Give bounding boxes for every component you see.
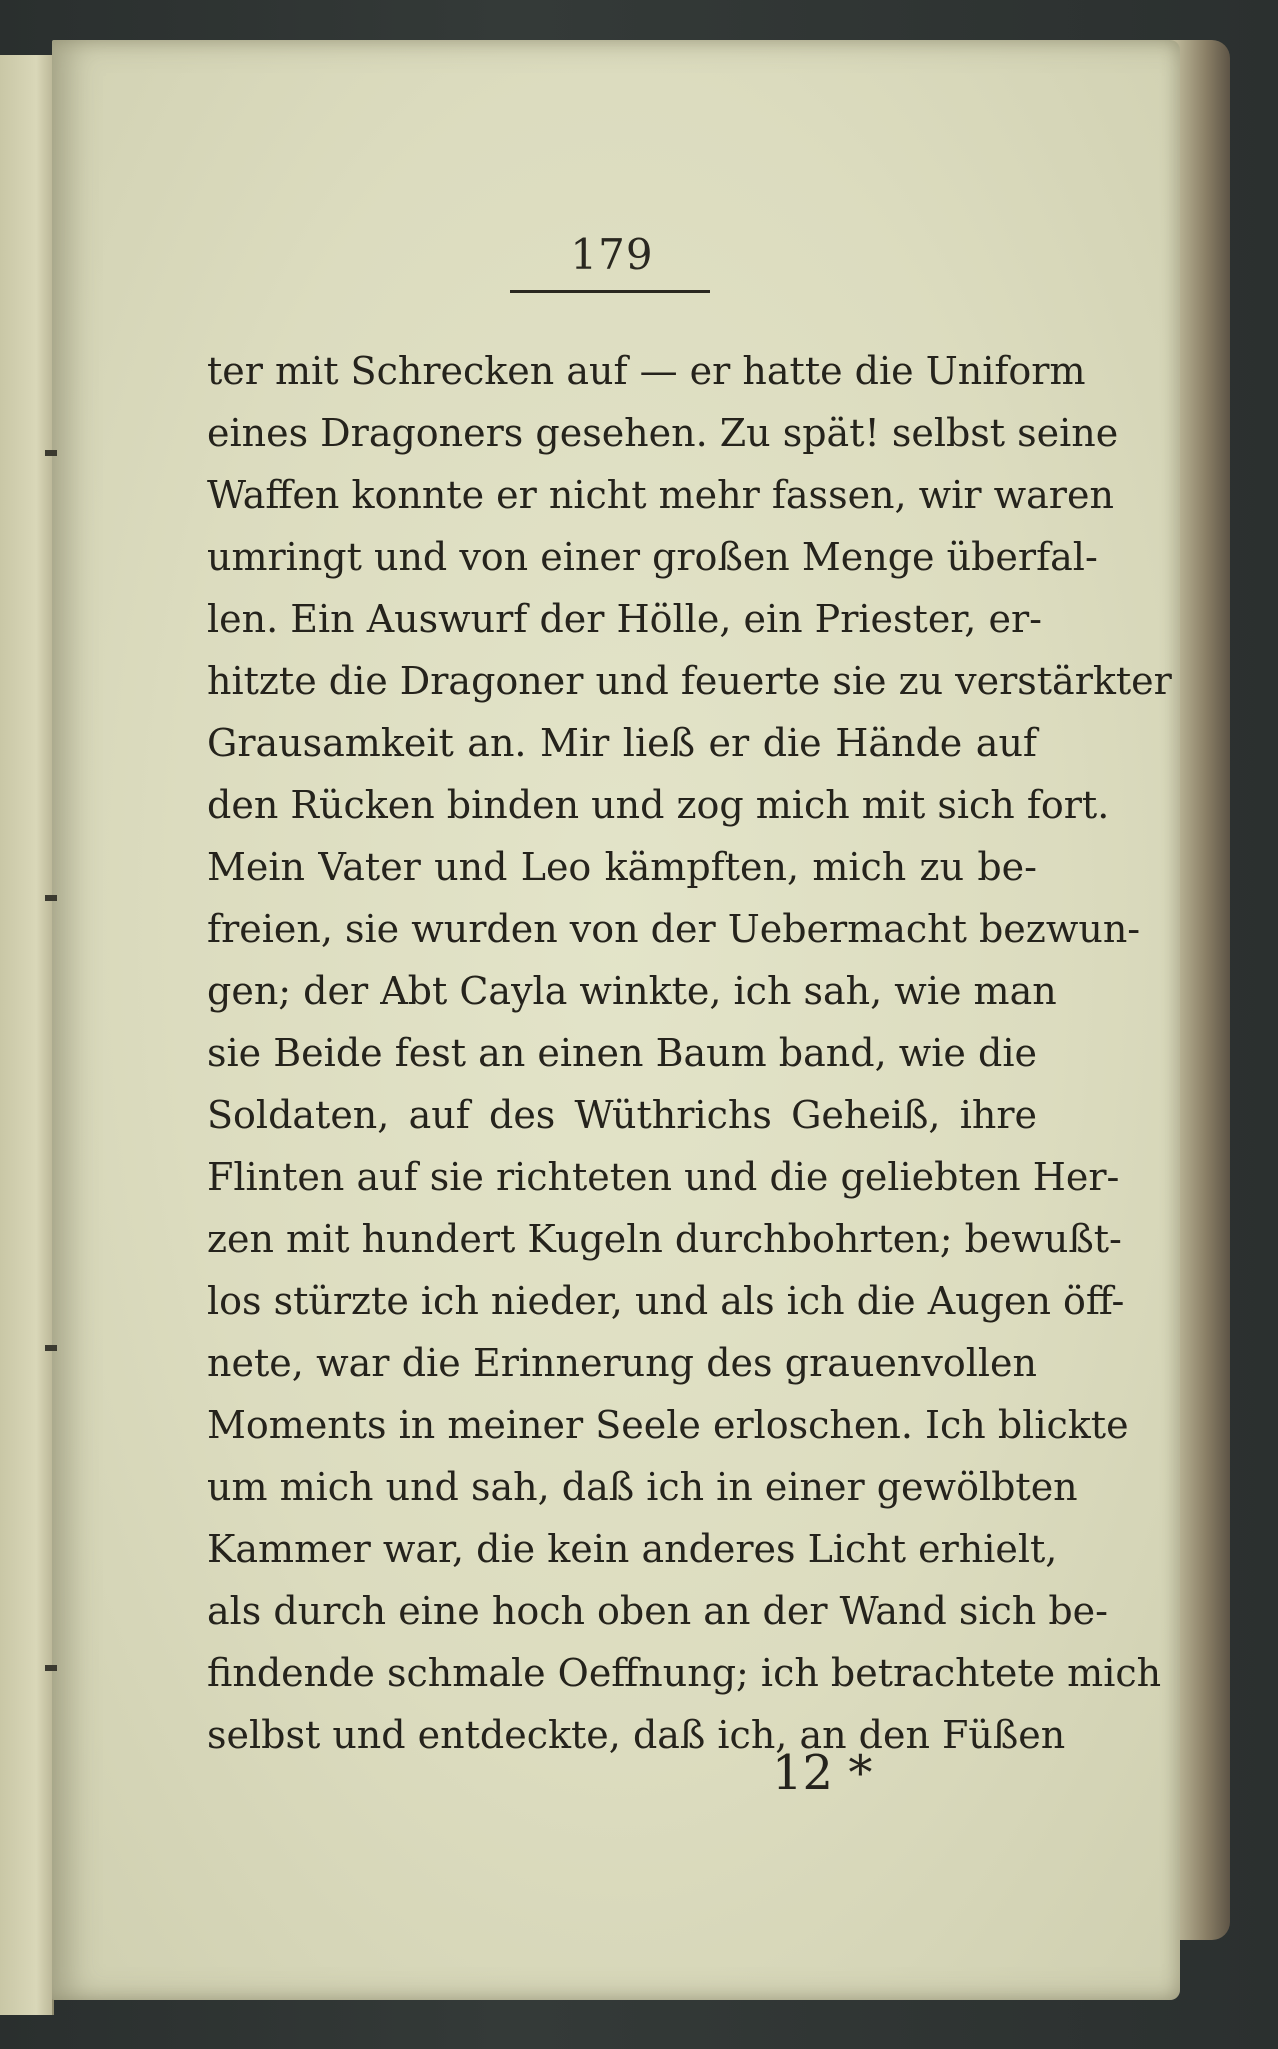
margin-tab <box>45 450 57 456</box>
margin-tab <box>45 895 57 901</box>
text-line: sie Beide fest an einen Baum band, wie die <box>207 1031 1037 1075</box>
text-line: als durch eine hoch oben an der Wand sich be- <box>207 1589 1108 1633</box>
margin-tab <box>45 1345 57 1351</box>
signature-mark: 12 * <box>772 1745 873 1801</box>
text-line: eines Dragoners gesehen. Zu spät! selbst seine <box>207 411 1119 455</box>
text-line: hitzte die Dragoner und feuerte sie zu verstärkter <box>207 659 1172 703</box>
text-line: gen; der Abt Cayla winkte, ich sah, wie man <box>207 969 1057 1013</box>
text-line: zen mit hundert Kugeln durchbohrten; bewußt- <box>207 1217 1122 1261</box>
text-line: Waffen konnte er nicht mehr fassen, wir waren <box>207 473 1114 517</box>
text-line: umringt und von einer großen Menge überfal- <box>207 535 1098 579</box>
header-rule <box>510 290 710 293</box>
text-line: ter mit Schrecken auf — er hatte die Uniform <box>207 349 1086 393</box>
text-line: nete, war die Erinnerung des grauenvollen <box>207 1341 1037 1385</box>
text-line: Kammer war, die kein anderes Licht erhielt, <box>207 1527 1058 1571</box>
page-number: 179 <box>570 230 654 279</box>
text-line: Flinten auf sie richteten und die geliebten Her- <box>207 1155 1120 1199</box>
text-line: freien, sie wurden von der Uebermacht bezwun- <box>207 907 1141 951</box>
text-line: Mein Vater und Leo kämpften, mich zu be- <box>207 845 1037 889</box>
left-page-edge <box>0 55 54 2015</box>
book-page <box>52 40 1180 2000</box>
margin-tab <box>45 1665 57 1671</box>
text-line: los stürzte ich nieder, und als ich die Augen öff- <box>207 1279 1125 1323</box>
text-line: Soldaten, auf des Wüthrichs Geheiß, ihre <box>207 1093 1037 1137</box>
text-line: Grausamkeit an. Mir ließ er die Hände auf <box>207 721 1037 765</box>
text-line: den Rücken binden und zog mich mit sich fort. <box>207 783 1110 827</box>
text-line: len. Ein Auswurf der Hölle, ein Priester, er- <box>207 597 1042 641</box>
text-line: findende schmale Oeffnung; ich betrachtete mich <box>207 1651 1162 1695</box>
text-line: selbst und entdeckte, daß ich, an den Füßen <box>207 1713 1066 1757</box>
text-line: um mich und sah, daß ich in einer gewölbten <box>207 1465 1078 1509</box>
body-text <box>207 340 1172 1766</box>
text-line: Moments in meiner Seele erloschen. Ich blickte <box>207 1403 1129 1447</box>
